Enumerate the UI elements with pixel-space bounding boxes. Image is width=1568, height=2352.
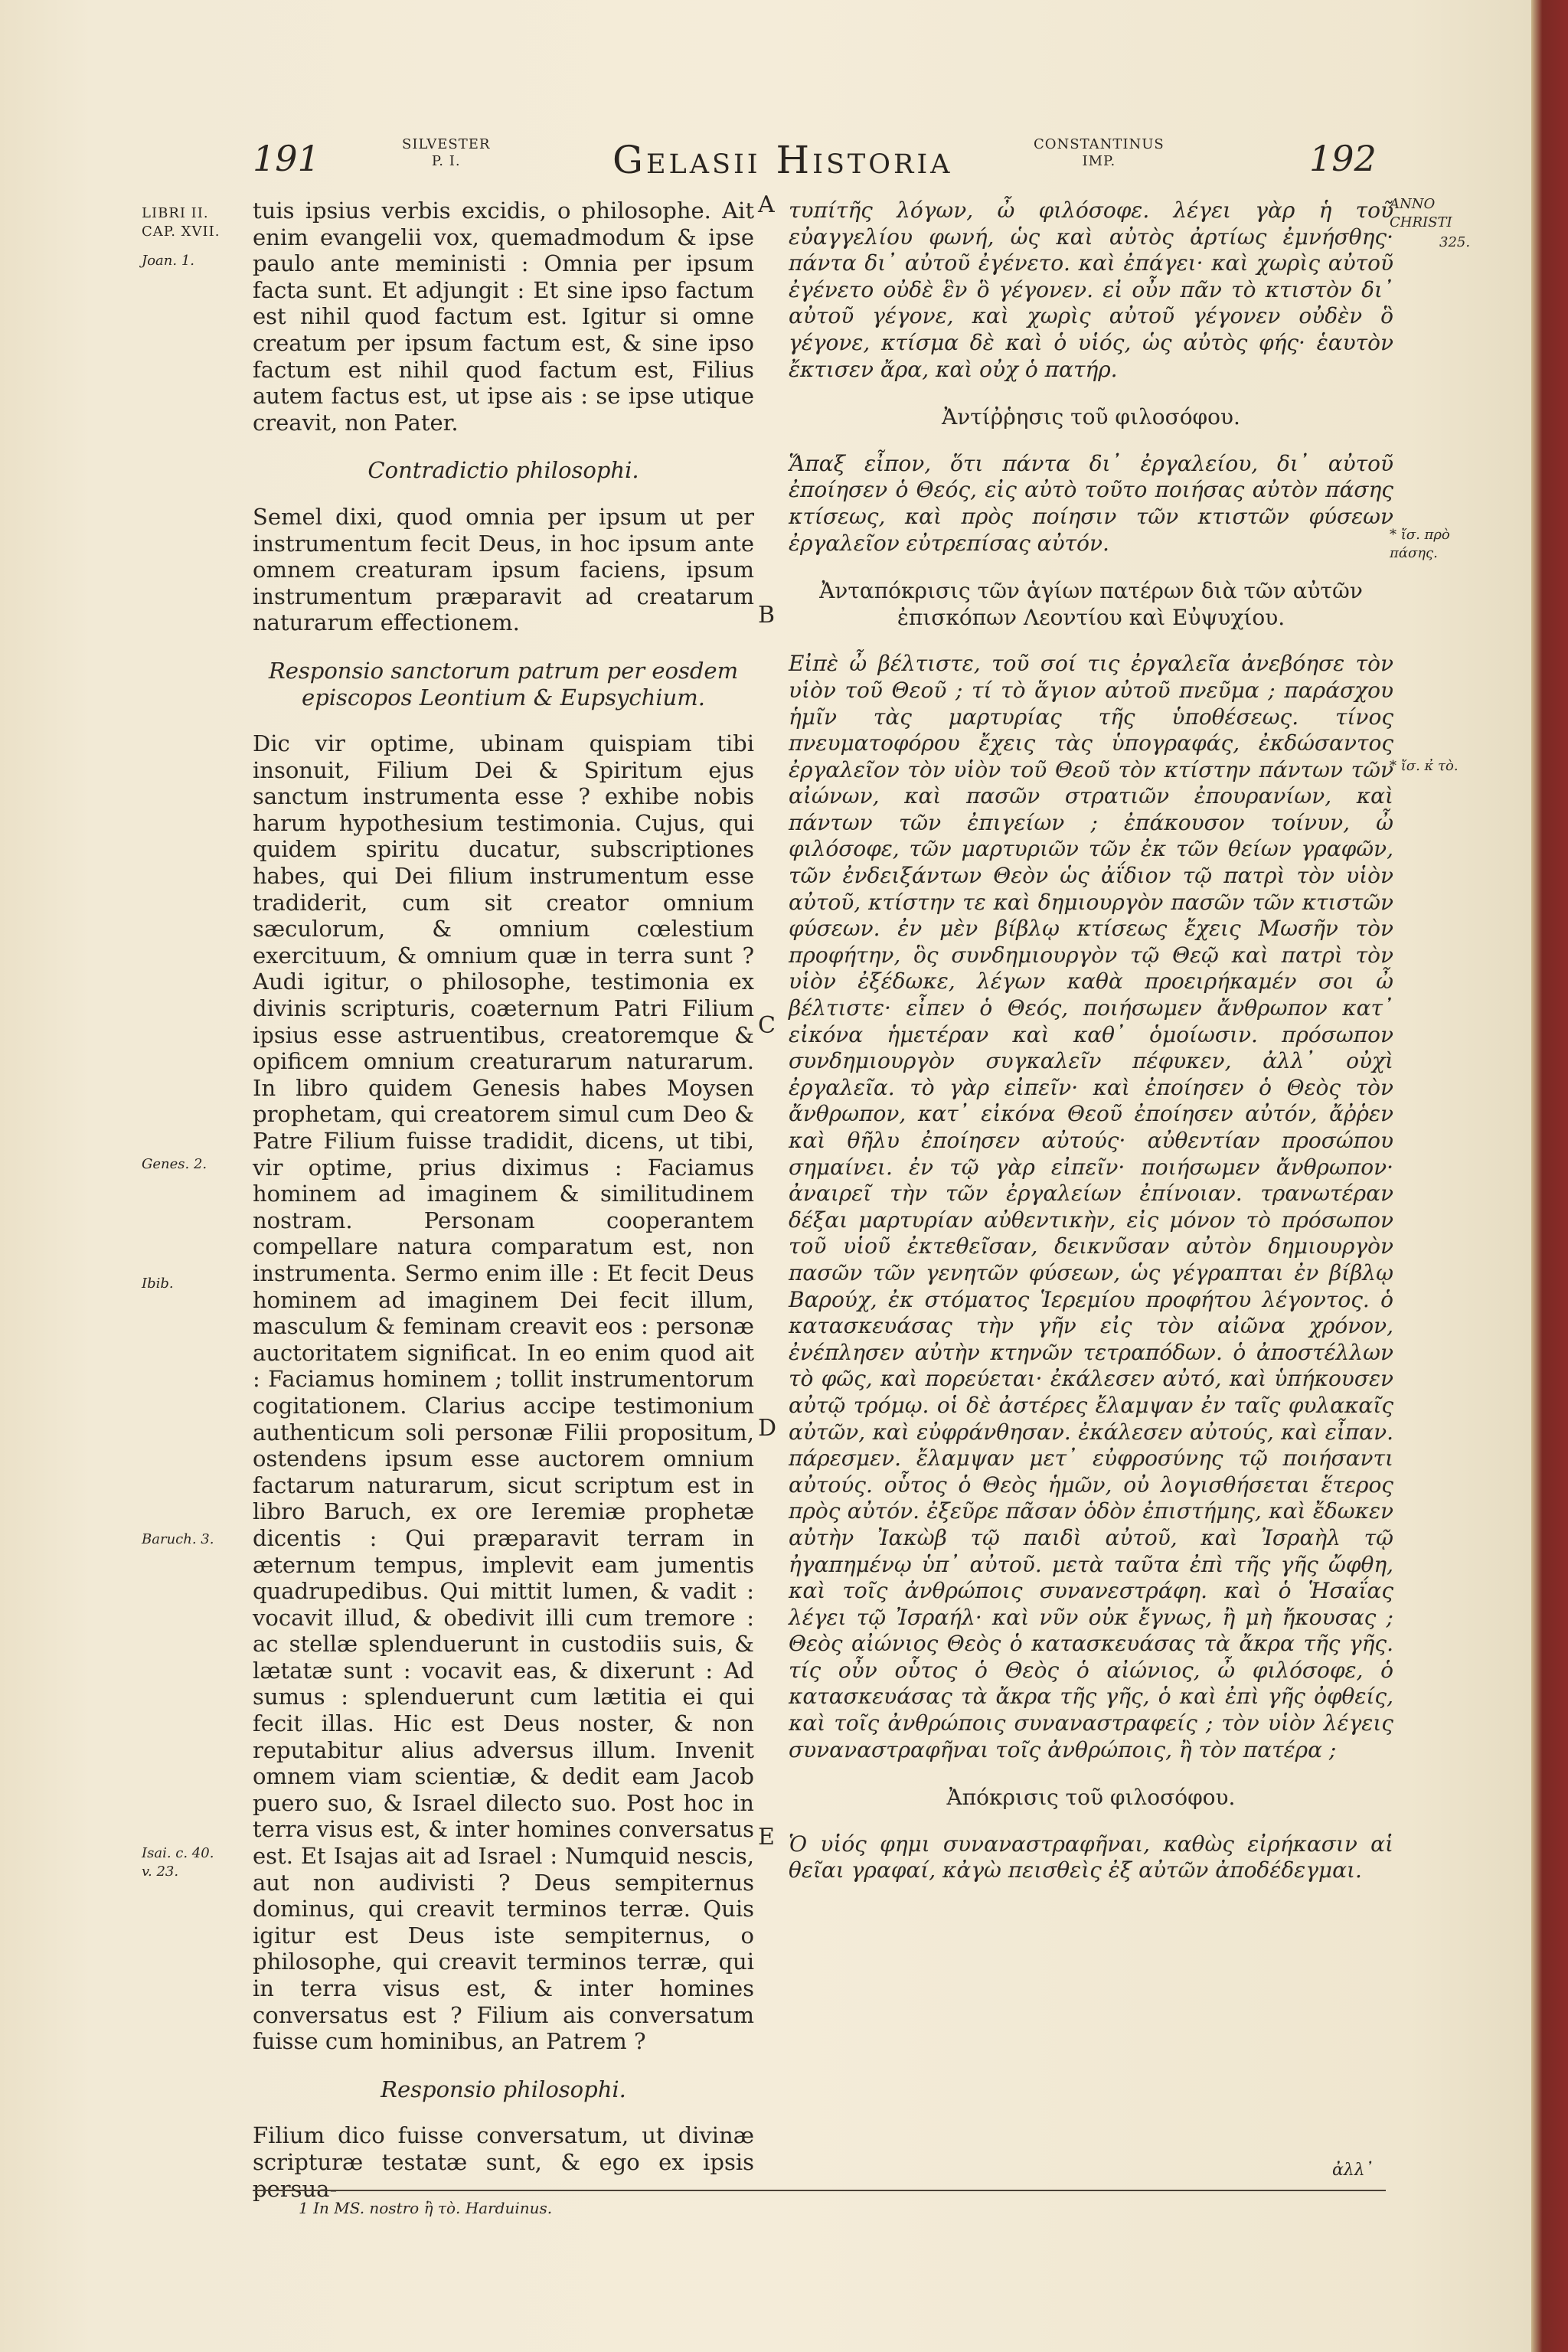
header-pope (402, 136, 490, 170)
header-emperor-title: IMP. (1082, 153, 1116, 169)
margin-book: LIBRI II. (142, 205, 209, 221)
greek-paragraph-3: Εἰπὲ ὦ βέλτιστε, τοῦ σοί τις ἐργαλεῖα ἀνεβόησε τὸν υἱὸν τοῦ Θεοῦ ; τί τὸ ἅγιον αὐτοῦ πνεῦμα ; παράσχου ἡμῖν τὰς μαρτυρίας τῆς ὑποθέσεως. τίνος πνευματοφόρου ἔχεις τὰς ὑπογραφάς, ἐκδώσαντος ἐργαλεῖον τὸν υἱὸν τοῦ Θεοῦ τὸν κτίστην πάντων τῶν αἰώνων, καὶ πασῶν στρατιῶν ἐπουρανίων, καὶ πάντων τῶν ἐπιγείων ; ἐπάκουσον τοίνυν, ὦ φιλόσοφε, τῶν μαρτυριῶν τῶν ἐκ τῶν θείων γραφῶν, τῶν ἐνδειξάντων Θεὸν ὡς ἀΐδιον τῷ πατρὶ τὸν υἱὸν αὐτοῦ, κτίστην τε καὶ δημιουργὸν πασῶν τῶν κτιστῶν φύσεων. ἐν μὲν βίβλῳ κτίσεως ἔχεις Μωσῆν τὸν προφήτην, ὃς συνδημιουργὸν τῷ Θεῷ καὶ πατρὶ τὸν υἱὸν ἐξέδωκε, λέγων καθὰ προειρήκαμέν σοι ὦ βέλτιστε· εἶπεν ὁ Θεός, ποιήσωμεν ἄνθρωπον κατ᾽ εἰκόνα ἡμετέραν καὶ καθ᾽ ὁμοίωσιν. πρόσωπον συνδημιουργὸν συγκαλεῖν πέφυκεν, ἀλλ᾽ οὐχὶ ἐργαλεῖα. τὸ γὰρ εἰπεῖν· καὶ ἐποίησεν ὁ Θεὸς τὸν ἄνθρωπον, κατ᾽ εἰκόνα Θεοῦ ἐποίησεν αὐτόν, ἄῤῥεν καὶ θῆλυ ἐποίησεν αὐτούς· αὐθεντίαν προσώπου σημαίνει. ἐν τῷ γὰρ εἰπεῖν· ποιήσωμεν ἄνθρωπον· ἀναιρεῖ τὴν τῶν ἐργαλείων ἐπίνοιαν. τρανωτέραν δέξαι μαρτυρίαν αὐθεντικὴν, εἰς μόνον τὸ πρόσωπον τοῦ υἱοῦ ἐκτεθεῖσαν, δεικνῦσαν αὐτὸν δημιουργὸν πασῶν τῶν γενητῶν φύσεων, ὡς γέγραπται ἐν βίβλῳ Βαρούχ, ἐκ στόματος Ἱερεμίου προφήτου λέγοντος. ὁ κατασκευάσας τὴν γῆν εἰς τὸν αἰῶνα χρόνον, ἐνέπλησεν αὐτὴν κτηνῶν τετραπόδων. ὁ ἀποστέλλων τὸ φῶς, καὶ πορεύεται· ἐκάλεσεν αὐτό, καὶ ὑπήκουσεν αὐτῷ τρόμῳ. οἱ δὲ ἀστέρες ἔλαμψαν ἐν ταῖς φυλακαῖς αὐτῶν, καὶ εὐφράνθησαν. ἐκάλεσεν αὐτούς, καὶ εἶπαν. πάρεσμεν. ἔλαμψαν μετ᾽ εὐφροσύνης τῷ ποιήσαντι αὐτούς. οὗτος ὁ Θεὸς ἡμῶν, οὐ λογισθήσεται ἕτερος πρὸς αὐτόν. ἐξεῦρε πᾶσαν ὁδὸν ἐπιστήμης, καὶ ἔδωκεν αὐτὴν Ἰακὼβ τῷ παιδὶ αὐτοῦ, καὶ Ἰσραὴλ τῷ ἠγαπημένῳ ὑπ᾽ αὐτοῦ. μετὰ ταῦτα ἐπὶ τῆς γῆς ὤφθη, καὶ τοῖς ἀνθρώποις συνανεστράφη. καὶ ὁ Ἡσαΐας λέγει τῷ Ἰσραήλ· καὶ νῦν οὐκ ἔγνως, ἢ μὴ ἤκουσας ; Θεὸς αἰώνιος Θεὸς ὁ κατασκευάσας τὰ ἄκρα τῆς γῆς. τίς οὖν οὗτος ὁ Θεὸς ὁ αἰώνιος, ὦ φιλόσοφε, ὁ κατασκευάσας τὰ ἄκρα τῆς γῆς, ὁ καὶ ἐπὶ γῆς ὀφθείς, καὶ τοῖς ἀνθρώποις συναναστραφείς ; τὸν υἱὸν λέγεις συναναστραφῆναι τοῖς ἀνθρώποις, ἢ τὸν πατέρα ; (789, 651, 1393, 1762)
greek-heading-apokrisis: Ἀπόκρισις τοῦ φιλοσόφου. (946, 1785, 1236, 1811)
greek-paragraph-1: τυπίτῆς λόγων, ὦ φιλόσοφε. λέγει γὰρ ἡ τοῦ εὐαγγελίου φωνή, ὡς καὶ αὐτὸς ἀρτίως ἐμνήσθης· πάντα δι᾽ αὐτοῦ ἐγένετο. καὶ ἐπάγει· καὶ χωρὶς αὐτοῦ ἐγένετο οὐδὲ ἓν ὃ γέγονεν. εἰ οὖν πᾶν τὸ κτιστὸν δι᾽ αὐτοῦ γέγονε, καὶ χωρὶς αὐτοῦ γέγονεν οὐδὲν ὃ γέγονε, κτίσμα δὲ καὶ ὁ υἱός, ὡς αὐτὸς φής· ἑαυτὸν ἔκτισεν ἄρα, καὶ οὐχ ὁ πατήρ. (789, 198, 1393, 382)
margin-greek-note-2: * ἴσ. κ̓ τὸ. (1390, 758, 1459, 774)
greek-heading-antirrhesis: Ἀντίῤῥησις τοῦ φιλοσόφου. (942, 404, 1240, 430)
page-number-right: 192 (1309, 138, 1377, 179)
margin-anno: ANNO (1390, 196, 1436, 212)
margin-year: 325. (1439, 234, 1471, 250)
header-pope-title: P. I. (431, 153, 461, 169)
header-pope-name: SILVESTER (402, 136, 491, 152)
latin-heading-responsio-philosophi: Responsio philosophi. (381, 2076, 626, 2102)
margin-christi: CHRISTI (1390, 214, 1452, 230)
latin-heading-contradictio: Contradictio philosophi. (368, 457, 639, 484)
latin-paragraph-2: Semel dixi, quod omnia per ipsum ut per instrumentum fecit Deus, in hoc ipsum ante omnem creaturam ipsum faciens, ipsum instrumentum præparavit ad creatarum naturarum effectionem. (253, 503, 754, 636)
page-number-left: 191 (253, 138, 320, 179)
header-emperor-name: CONSTANTINUS (1034, 136, 1165, 152)
margin-chapter: CAP. XVII. (142, 224, 220, 240)
footnote-rule (253, 2190, 1386, 2191)
margin-note-isaiah: Isai. c. 40. (142, 1845, 214, 1861)
greek-heading-antapokrisis: Ἀνταπόκρισις τῶν ἁγίων πατέρων διὰ τῶν αὐτῶν ἐπισκόπων Λεοντίου καὶ Εὐψυχίου. (819, 578, 1363, 630)
footnote: 1 In MS. nostro ἢ τὸ. Harduinus. (299, 2199, 553, 2217)
page-edge (1531, 0, 1568, 2352)
margin-note-ibid: Ibib. (142, 1276, 174, 1292)
catchword: ἀλλ᾽ (1332, 2161, 1374, 2180)
margin-note-joan: Joan. 1. (142, 253, 194, 269)
section-marker-c: C (758, 1012, 776, 1039)
section-marker-b: B (758, 602, 776, 629)
margin-note-genesis: Genes. 2. (142, 1156, 207, 1172)
header-emperor (1034, 136, 1165, 170)
margin-greek-note-1b: πάσης. (1390, 545, 1438, 561)
margin-greek-note-1a: * ἴσ. πρὸ (1390, 527, 1450, 543)
section-marker-a: A (758, 191, 775, 218)
greek-column (789, 198, 1393, 1884)
greek-paragraph-2: Ἅπαξ εἶπον, ὅτι πάντα δι᾽ ἐργαλείου, δι᾽ αὐτοῦ ἐποίησεν ὁ Θεός, εἰς αὐτὸ τοῦτο ποιήσας αὐτὸν πάσης κτίσεως, καὶ πρὸς ποίησιν τῶν κτιστῶν φύσεων ἐργαλεῖον εὐτρεπίσας αὐτόν. (789, 450, 1393, 556)
section-marker-d: D (758, 1415, 777, 1442)
section-marker-e: E (758, 1824, 775, 1851)
page-title: Gelasii Historia (612, 138, 953, 182)
greek-paragraph-4: Ὁ υἱός φημι συναναστραφῆναι, καθὼς εἰρήκασιν αἱ θεῖαι γραφαί, κἀγὼ πεισθεὶς ἐξ αὐτῶν ἀποδέδεγμαι. (789, 1831, 1393, 1883)
margin-note-verse: v. 23. (142, 1864, 179, 1880)
latin-paragraph-1: tuis ipsius verbis excidis, o philosophe. Ait enim evangelii vox, quemadmodum & ipse paulo ante meministi : Omnia per ipsum facta sunt. Et adjungit : Et sine ipso factum est nihil quod factum est. Igitur si omne creatum per ipsum factum est, & sine ipso factum est nihil quod factum est, Filius autem factus est, ut ipse ais : se ipse utique creavit, non Pater. (253, 198, 754, 436)
latin-heading-responsio-patrum: Responsio sanctorum patrum per eosdem episcopos Leontium & Eupsychium. (268, 657, 739, 710)
latin-column (253, 198, 754, 2202)
margin-note-baruch: Baruch. 3. (142, 1531, 214, 1547)
latin-paragraph-4: Filium dico fuisse conversatum, ut divinæ scripturæ testatæ sunt, & ego ex ipsis persua- (253, 2122, 754, 2202)
latin-paragraph-3: Dic vir optime, ubinam quispiam tibi insonuit, Filium Dei & Spiritum ejus sanctum instrumenta esse ? exhibe nobis harum hypothesium testimonia. Cujus, qui quidem spiritu ducatur, subscriptiones habes, qui Dei filium instrumentum esse tradiderit, cum sit creator omnium sæculorum, & omnium cœlestium exercituum, & omnium quæ in terra sunt ? Audi igitur, o philosophe, testimonia ex divinis scripturis, coæternum Patri Filium ipsius esse astruentibus, creatoremque & opificem omnium creaturarum naturarum. In libro quidem Genesis habes Moysen prophetam, qui creatorem simul cum Deo & Patre Filium fuisse tradidit, dicens, ut tibi, vir optime, prius diximus : Faciamus hominem ad imaginem & similitudinem nostram. Personam cooperantem compellare natura comparatum est, non instrumenta. Sermo enim ille : Et fecit Deus hominem ad imaginem Dei fecit illum, masculum & feminam creavit eos : personæ auctoritatem significat. In eo enim quod ait : Faciamus hominem ; tollit instrumentorum cogitationem. Clarius accipe testimonium authenticum soli personæ Filii propositum, ostendens ipsum esse auctorem omnium factarum naturarum, sicut scriptum est in libro Baruch, ex ore Ieremiæ prophetæ dicentis : Qui præparavit terram in æternum tempus, implevit eam jumentis quadrupedibus. Qui mittit lumen, & vadit : vocavit illud, & obedivit illi cum tremore : ac stellæ splenduerunt in custodiis suis, & lætatæ sunt : vocavit eas, & dixerunt : Ad sumus : splenduerunt cum lætitia ei qui fecit illas. Hic est Deus noster, & non reputabitur alius adversus illum. Invenit omnem viam scientiæ, & dedit eam Jacob puero suo, & Israel dilecto suo. Post hoc in terra visus est, & inter homines conversatus est. Et Isajas ait ad Israel : Numquid nescis, aut non audivisti ? Deus sempiternus dominus, qui creavit terminos terræ. Quis igitur est Deus iste sempiternus, o philosophe, qui creavit terminos terræ, qui in terra visus est, & inter homines conversatus est ? Filium ais conversatum fuisse cum hominibus, an Patrem ? (253, 730, 754, 2055)
running-header (253, 130, 1416, 191)
